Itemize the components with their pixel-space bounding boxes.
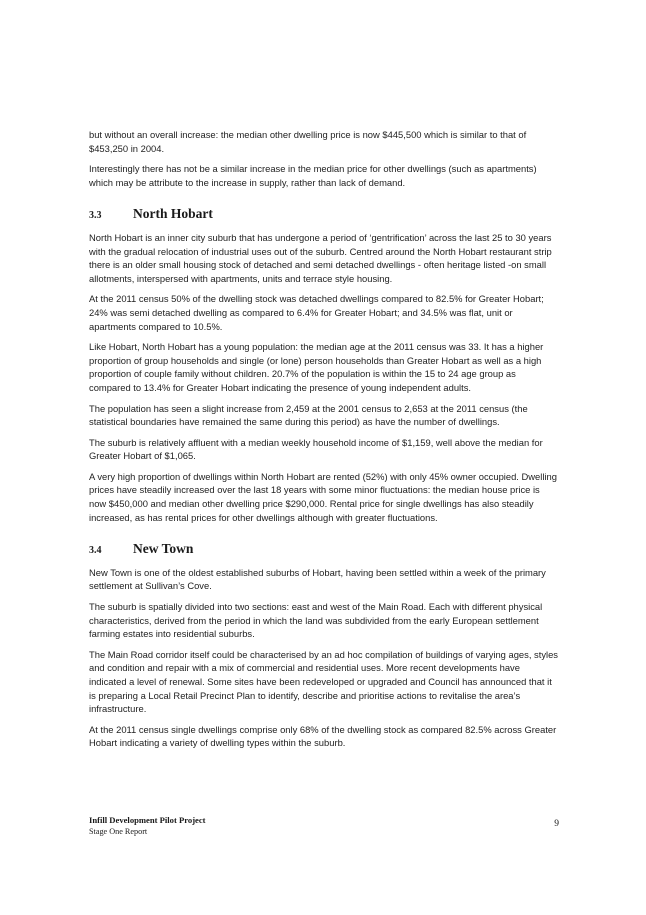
- section-number: 3.4: [89, 545, 102, 557]
- paragraph: The Main Road corridor itself could be characterised by an ad hoc compilation of buildings of varying ages, styles and condition and repair with a mix of commercial and residential uses. More recent developments have indicated a level of renewal. Some sites have been redeveloped or upgraded and Council has announced that it is preparing a Local Retail Precinct Plan to identify, describe and prioritise actions to revitalise the area’s infrastructure.: [89, 648, 558, 715]
- section-new-town: [89, 542, 559, 750]
- paragraph: New Town is one of the oldest established suburbs of Hobart, having been settled within a week of the primary settlement at Sullivan’s Cove.: [89, 566, 546, 592]
- section-number: 3.3: [89, 210, 102, 222]
- section-title: North Hobart: [133, 206, 213, 222]
- section-north-hobart: [89, 207, 559, 524]
- section-heading: [89, 542, 559, 558]
- intro-block: [89, 128, 559, 189]
- page-body: [89, 128, 559, 757]
- paragraph: Interestingly there has not be a similar increase in the median price for other dwellings (such as apartments) which may be attribute to the increase in supply, rather than lack of demand.: [89, 163, 537, 188]
- paragraph: The suburb is relatively affluent with a median weekly household income of $1,159, well above the median for Greater Hobart of $1,065.: [89, 436, 543, 462]
- paragraph: The population has seen a slight increase from 2,459 at the 2001 census to 2,653 at the 2011 census (the statistical boundaries have remained the same during this period) as have the number of dwellings.: [89, 402, 528, 428]
- paragraph: At the 2011 census 50% of the dwelling stock was detached dwellings compared to 82.5% for Greater Hobart; 24% was semi detached dwelling as compared to 6.4% for Greater Hobart; and 34.5% was flat, unit or apartments compared to 10.5%.: [89, 293, 544, 332]
- page-number: 9: [554, 819, 559, 829]
- paragraph: A very high proportion of dwellings within North Hobart are rented (52%) with only 45% owner occupied. Dwelling prices have steadily increased over the last 18 years with some minor fluctuations: the median house price is now $450,000 and median other dwelling price $290,000. Rental price for single dwellings has also steadily increased, as has rental prices for other dwellings although with greater fluctuations.: [89, 470, 557, 523]
- page-footer: [89, 815, 559, 837]
- paragraph: The suburb is spatially divided into two sections: east and west of the Main Road. Each with different physical characteristics, derived from the period in which the land was subdivided from the early European settlement farming estates into residential suburbs.: [89, 601, 543, 640]
- paragraph: Like Hobart, North Hobart has a young population: the median age at the 2011 census was 33. It has a higher proportion of group households and single (or lone) person households than Greater Hobart as well as a high proportion of couple family without children. 20.7% of the population is within the 15 to 24 age group as compared to 13.4% for Greater Hobart indicating the presence of young independent adults.: [89, 341, 544, 393]
- paragraph: At the 2011 census single dwellings comprise only 68% of the dwelling stock as compared 82.5% across Greater Hobart indicating a variety of dwelling types within the suburb.: [89, 723, 557, 749]
- paragraph: but without an overall increase: the median other dwelling price is now $445,500 which is similar to that of $453,250 in 2004.: [89, 129, 527, 154]
- paragraph: North Hobart is an inner city suburb that has undergone a period of ‘gentrification’ across the last 25 to 30 years with the gradual relocation of industrial uses out of the suburb. Centred around the North Hobart restaurant strip there is an older small housing stock of detached and semi detached dwellings - often heritage listed -on small allotments, interspersed with apartments, units and terrace style housing.: [89, 231, 552, 284]
- section-heading: [89, 207, 559, 223]
- footer-project-title: Infill Development Pilot Project: [89, 815, 206, 825]
- section-title: New Town: [133, 541, 194, 557]
- footer-report-title: Stage One Report: [89, 827, 148, 836]
